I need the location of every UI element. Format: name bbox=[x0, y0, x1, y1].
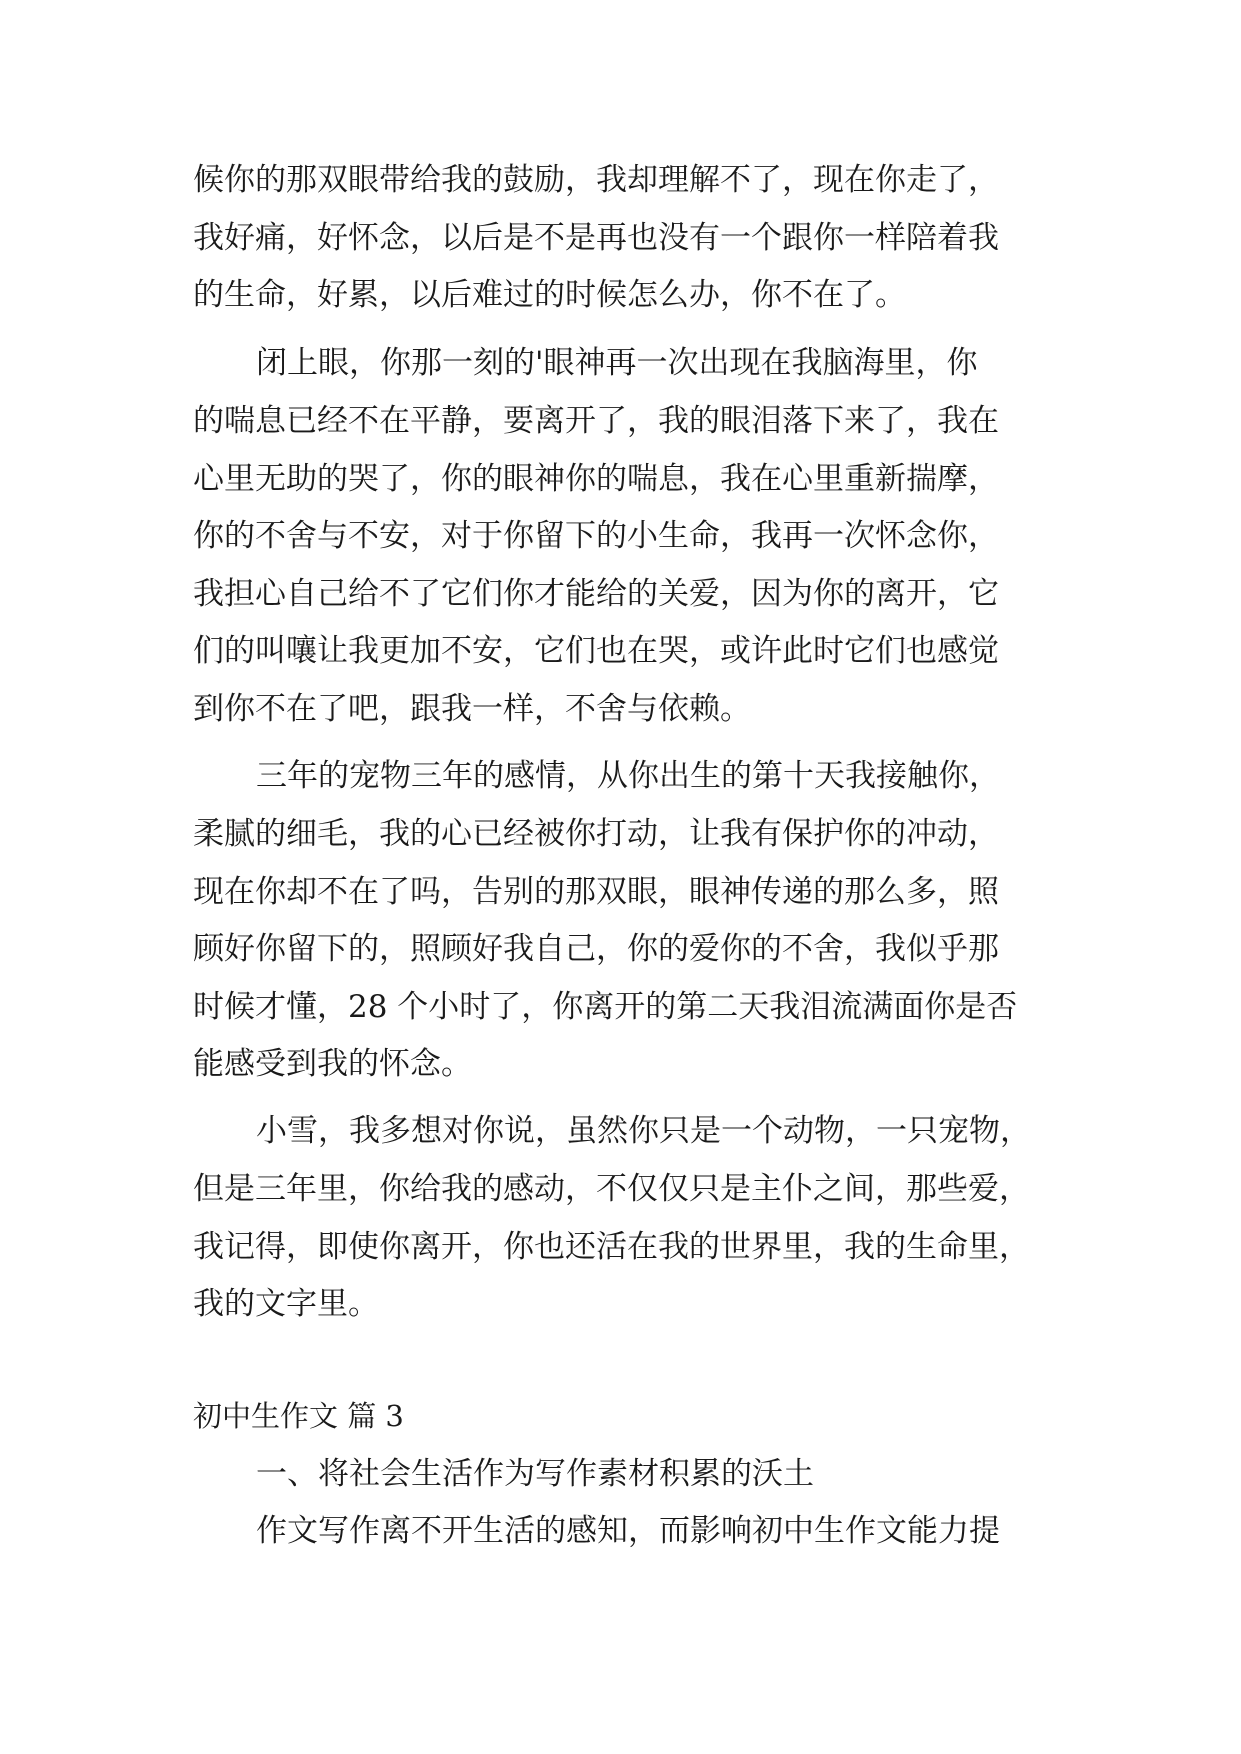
text-line: 们的叫嚷让我更加不安，它们也在哭，或许此时它们也感觉 bbox=[193, 633, 999, 669]
text-line: 我担心自己给不了它们你才能给的关爱，因为你的离开，它 bbox=[193, 576, 999, 612]
text-line: 我的文字里。 bbox=[193, 1286, 379, 1322]
text-line: 候你的那双眼带给我的鼓励，我却理解不了，现在你走了， bbox=[193, 162, 999, 198]
text-line: 的生命，好累，以后难过的时候怎么办，你不在了。 bbox=[193, 277, 906, 313]
paragraph-first-line: 作文写作离不开生活的感知，而影响初中生作文能力提 bbox=[256, 1513, 1000, 1549]
section-heading: 初中生作文 篇 3 bbox=[193, 1399, 404, 1433]
text-line: 到你不在了吧，跟我一样，不舍与依赖。 bbox=[193, 691, 751, 727]
text-line: 但是三年里，你给我的感动，不仅仅只是主仆之间，那些爱， bbox=[193, 1171, 1030, 1207]
paragraph-first-line: 小雪，我多想对你说，虽然你只是一个动物，一只宠物， bbox=[256, 1113, 1031, 1149]
subheading: 一、将社会生活作为写作素材积累的沃土 bbox=[256, 1456, 814, 1492]
text-line: 顾好你留下的，照顾好我自己，你的爱你的不舍，我似乎那 bbox=[193, 931, 999, 967]
text-line: 时候才懂，28 个小时了，你离开的第二天我泪流满面你是否 bbox=[193, 989, 1018, 1025]
paragraph-first-line: 闭上眼，你那一刻的'眼神再一次出现在我脑海里，你 bbox=[256, 345, 978, 381]
paragraph-first-line: 三年的宠物三年的感情，从你出生的第十天我接触你， bbox=[256, 758, 1000, 794]
text-line: 的喘息已经不在平静，要离开了，我的眼泪落下来了，我在 bbox=[193, 403, 999, 439]
text-line: 能感受到我的怀念。 bbox=[193, 1046, 472, 1082]
text-line: 现在你却不在了吗，告别的那双眼，眼神传递的那么多，照 bbox=[193, 874, 999, 910]
text-line: 柔腻的细毛，我的心已经被你打动，让我有保护你的冲动， bbox=[193, 816, 999, 852]
text-line: 我好痛，好怀念，以后是不是再也没有一个跟你一样陪着我 bbox=[193, 220, 999, 256]
text-line: 心里无助的哭了，你的眼神你的喘息，我在心里重新揣摩， bbox=[193, 461, 999, 497]
text-line: 我记得，即使你离开，你也还活在我的世界里，我的生命里， bbox=[193, 1229, 1030, 1265]
text-line: 你的不舍与不安，对于你留下的小生命，我再一次怀念你， bbox=[193, 518, 999, 554]
